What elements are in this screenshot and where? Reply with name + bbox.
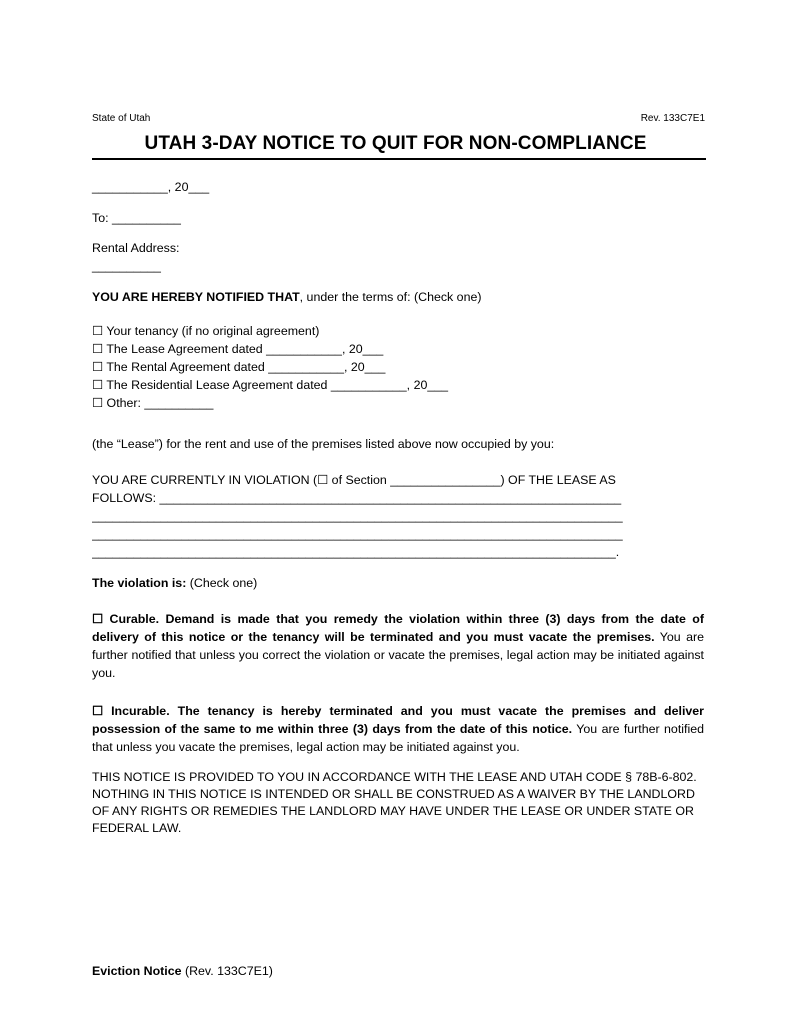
curable-paragraph [92,610,704,682]
rental-address-label: Rental Address: [92,241,180,255]
option-rental-agreement[interactable]: ☐ The Rental Agreement dated ___________, 20___ [92,360,386,374]
option-lease-agreement[interactable]: ☐ The Lease Agreement dated ___________, 20___ [92,342,384,356]
lease-sentence: (the “Lease”) for the rent and use of the premises listed above now occupied by you: [92,437,555,451]
footer-rest: (Rev. 133C7E1) [181,964,273,978]
curable-rest: You are further notified that unless you correct the violation or vacate the premises, legal action may be initiated against you. [92,630,705,680]
violation-line-3: _____________________________________________________________________________ [92,509,623,523]
curable-bold[interactable]: ☐ Curable. Demand is made that you remedy the violation within three (3) days from the date of delivery of this notice or the tenancy will be terminated and you must vacate the premises. [92,612,704,644]
incurable-rest: You are further notified that unless you vacate the premises, legal action may be initiated against you. [92,722,704,754]
violation-line-4: _____________________________________________________________________________ [92,527,623,541]
notified-statement [92,289,481,306]
incurable-bold[interactable]: ☐ Incurable. The tenancy is hereby terminated and you must vacate the premises and deliver possession of the same to me within three (3) days from the date of this notice. [92,704,704,736]
violation-line-2: FOLLOWS: ___________________________________________________________________ [92,491,622,505]
revision-label: Rev. 133C7E1 [640,113,705,124]
violation-line-5: ____________________________________________________________________________. [92,545,620,559]
violation-block [92,472,706,562]
incurable-paragraph [92,702,704,756]
option-other[interactable]: ☐ Other: __________ [92,396,214,410]
notified-rest: , under the terms of: (Check one) [299,290,482,304]
to-line: To: __________ [92,211,181,225]
violation-is [92,575,257,592]
notified-bold: YOU ARE HEREBY NOTIFIED THAT [92,290,300,304]
footer [92,963,273,980]
date-line: ___________, 20___ [92,180,210,194]
title-divider [92,158,706,160]
page-title: UTAH 3-DAY NOTICE TO QUIT FOR NON-COMPLIANCE [144,133,647,154]
rental-address-blank: __________ [92,259,161,273]
lease-type-options [92,323,448,413]
option-tenancy[interactable]: ☐ Your tenancy (if no original agreement) [92,324,320,338]
violation-is-rest: (Check one) [186,576,258,590]
footer-bold: Eviction Notice [92,964,182,978]
legal-notice: THIS NOTICE IS PROVIDED TO YOU IN ACCORDANCE WITH THE LEASE AND UTAH CODE § 78B-6-802. NOTHING IN THIS NOTICE IS INTENDED OR SHALL BE CONSTRUED AS A WAIVER BY THE LANDLORD OF ANY RIGHTS OR REMEDIES THE LANDLORD MAY HAVE UNDER THE LEASE OR UNDER STATE OR FEDERAL LAW. [92,770,697,835]
option-residential-lease[interactable]: ☐ The Residential Lease Agreement dated ___________, 20___ [92,378,449,392]
violation-line-1: YOU ARE CURRENTLY IN VIOLATION (☐ of Section ________________) OF THE LEASE AS [92,473,616,487]
state-label: State of Utah [92,113,151,124]
violation-is-bold: The violation is: [92,576,187,590]
